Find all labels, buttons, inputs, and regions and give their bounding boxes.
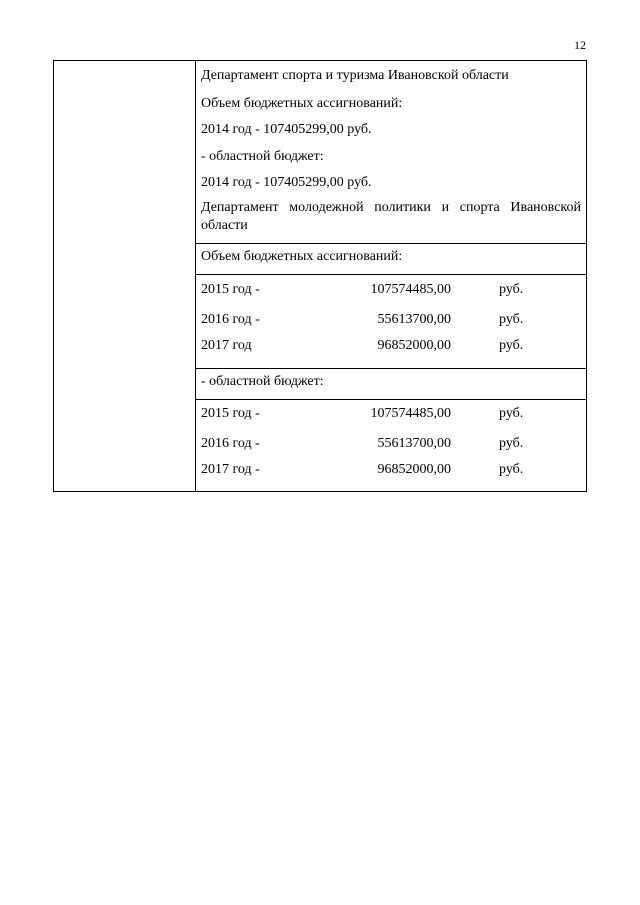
amount: 107574485,00 [370, 406, 451, 421]
budget-row [196, 406, 586, 426]
currency: руб. [499, 338, 524, 353]
left-column-empty [54, 61, 196, 491]
currency: руб. [499, 406, 524, 421]
divider [196, 243, 586, 244]
currency: руб. [499, 462, 524, 477]
budget-row [196, 436, 586, 456]
divider [196, 368, 586, 369]
page-number: 12 [574, 38, 586, 52]
currency: руб. [499, 282, 524, 297]
regional-budget-label: - областной бюджет: [201, 149, 324, 164]
amount: 96852000,00 [377, 338, 451, 353]
currency: руб. [499, 436, 524, 451]
right-column [196, 61, 586, 491]
budget-table [53, 60, 587, 492]
divider [196, 399, 586, 400]
budget-row [196, 282, 586, 302]
divider [196, 274, 586, 275]
year-2014-line: 2014 год - 107405299,00 руб. [201, 122, 372, 137]
year: 2016 год - [201, 312, 260, 327]
year: 2015 год - [201, 406, 260, 421]
year: 2017 год [201, 338, 252, 353]
year: 2017 год - [201, 462, 260, 477]
amount: 96852000,00 [377, 462, 451, 477]
regional-year-2014-line: 2014 год - 107405299,00 руб. [201, 175, 372, 190]
budget-row [196, 312, 586, 332]
amount: 107574485,00 [370, 282, 451, 297]
budget-row [196, 462, 586, 482]
amount: 55613700,00 [377, 436, 451, 451]
regional-budget-label-2: - областной бюджет: [201, 374, 324, 389]
year: 2016 год - [201, 436, 260, 451]
department-youth-policy: Департамент молодежной политики и спорта Ивановской области [201, 200, 581, 233]
amount: 55613700,00 [377, 312, 451, 327]
budget-row [196, 338, 586, 358]
year: 2015 год - [201, 282, 260, 297]
department-sport-tourism: Департамент спорта и туризма Ивановской области [201, 68, 509, 83]
budget-label: Объем бюджетных ассигнований: [201, 96, 403, 111]
budget-label-2: Объем бюджетных ассигнований: [201, 249, 403, 264]
currency: руб. [499, 312, 524, 327]
